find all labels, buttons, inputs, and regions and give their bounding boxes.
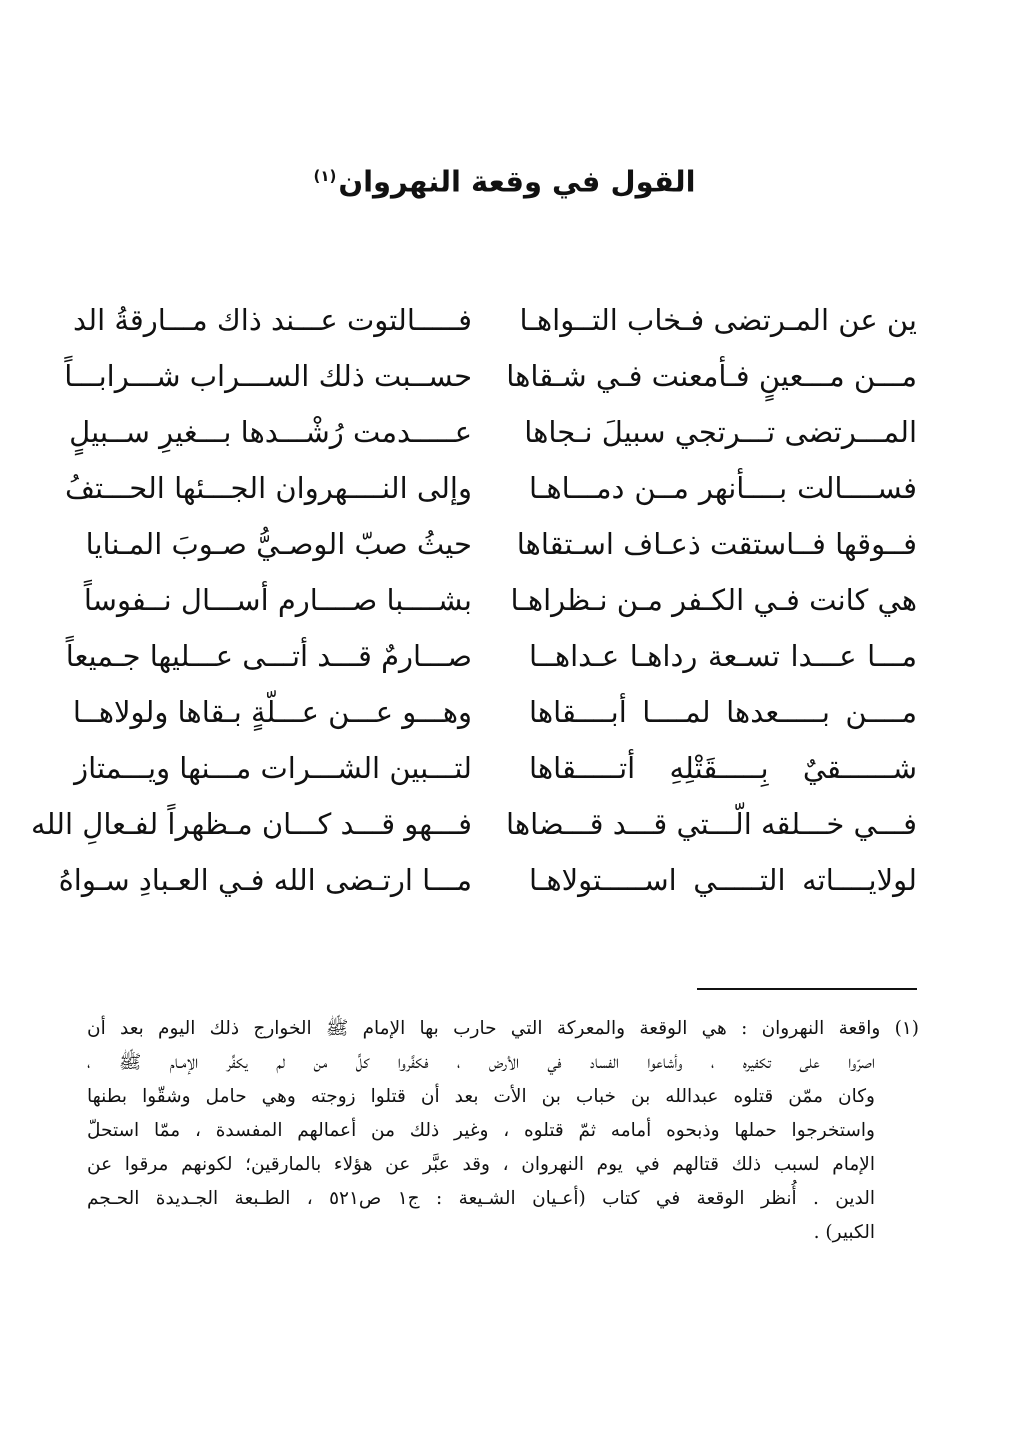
verse-second-hemistich: المـــرتضى تـــرتجي سبيلَ نـجاها bbox=[524, 415, 917, 449]
verse-first-hemistich: فـــــالتوت عـــند ذاك مـــارقةُ الد bbox=[73, 303, 472, 337]
verse-first-hemistich: حســبت ذلك الســـراب شـــرابـــاً bbox=[64, 359, 472, 393]
verse bbox=[0, 852, 1009, 908]
verse bbox=[0, 684, 1009, 740]
verse-second-hemistich: مـــن مـــعينٍ فـأمعنت فـي شـقاها bbox=[506, 359, 917, 393]
verse-second-hemistich: فـــي خـــلقه الّـــتي قـــد قـــضاها bbox=[506, 807, 917, 841]
verse bbox=[0, 516, 1009, 572]
footnote-line: اصرّوا على تكفيره ، وأشاعوا الفساد في الأرض ، فكفَّروا كلَّ من لم يكفِّر الإمـام ﷺ ، bbox=[87, 1052, 875, 1073]
verse-first-hemistich: حيثُ صبّ الوصـيُّ صـوبَ المـنايا bbox=[85, 527, 472, 561]
verse bbox=[0, 628, 1009, 684]
footnote-line: واستخرجوا حملها وذبحوه أمامه ثمّ قتلوه ، وغير ذلك من أعمالهم المفسدة ، ممّا استحلّ bbox=[87, 1120, 875, 1141]
verse bbox=[0, 460, 1009, 516]
poem-title-text: القول في وقعة النهروان bbox=[338, 165, 696, 200]
verse-second-hemistich: مـــا عـــدا تسـعة رداهـا عـداهــا bbox=[529, 639, 917, 673]
verse-second-hemistich: فســــالت بــــأنهر مــن دمـــاهـا bbox=[529, 471, 917, 505]
verse-first-hemistich: وهـــو عـــن عـــلّةٍ بـقاها ولولاهــا bbox=[72, 695, 472, 729]
footnote-line: الكبير) . bbox=[813, 1222, 875, 1243]
footnote bbox=[87, 1012, 919, 1250]
verse-second-hemistich: لولايــــاته التـــــي اســـــتولاهـا bbox=[529, 863, 917, 897]
footnote-line: الإمام لسبب ذلك قتالهم في يوم النهروان ، وقد عبَّر عن هؤلاء بالمارقين؛ لكونهم مرقوا عن bbox=[87, 1154, 875, 1175]
footnote-line: الدين . أُنظر الوقعة في كتاب (أعـيان الشـيعة : ج١ ص٥٢١ ، الطـبعة الجـديدة الحـجم bbox=[87, 1188, 876, 1209]
verse bbox=[0, 404, 1009, 460]
verse bbox=[0, 572, 1009, 628]
footnote-line: (١) واقعة النهروان : هي الوقعة والمعركة التي حارب بها الإمام ﷺ الخوارج ذلك اليوم بعد أن bbox=[87, 1018, 919, 1039]
verse-first-hemistich: صـــارمٌ قـــد أتـــى عـــليها جـميعاً bbox=[65, 639, 472, 673]
verse-first-hemistich: فـــهو قـــد كـــان مـظهراً لفـعالِ الله bbox=[31, 807, 472, 841]
verse-first-hemistich: بشــــبا صــــارم أســـال نــفوساً bbox=[83, 583, 472, 617]
verse-first-hemistich: عـــــدمت رُشْـــدها بـــغيرِ ســبيلٍ bbox=[69, 415, 472, 449]
footnote-marker: (١) bbox=[313, 167, 337, 186]
verse bbox=[0, 740, 1009, 796]
verse bbox=[0, 292, 1009, 348]
verse bbox=[0, 796, 1009, 852]
verse bbox=[0, 348, 1009, 404]
verse-second-hemistich: ين عن المـرتضى فـخاب التــواهـا bbox=[519, 303, 917, 337]
verse-second-hemistich: فــوقها فــاستقت ذعـاف اسـتقاها bbox=[516, 527, 917, 561]
verse-first-hemistich: لتـــبين الشـــرات مـــنها ويـــمتاز bbox=[74, 751, 472, 785]
verse-second-hemistich: شــــــقيٌ بِـــــقَتْلِهِ أتـــــقاها bbox=[529, 751, 917, 785]
verse-second-hemistich: هي كانت فـي الكـفر مـن نـظراهـا bbox=[510, 583, 917, 617]
verse-second-hemistich: مــــن بـــــعدها لمــــا أبــــقاها bbox=[529, 695, 917, 729]
footnote-divider bbox=[697, 988, 917, 990]
verse-first-hemistich: مـــا ارتـضى الله فـي العـبادِ سـواهُ bbox=[58, 863, 472, 897]
poem-title bbox=[0, 154, 1009, 204]
footnote-line: وكان ممّن قتلوه عبدالله بن خباب بن الأت بعد أن قتلوا زوجته وهي حامل وشقّوا بطنها bbox=[87, 1086, 875, 1107]
verse-first-hemistich: وإلى النــــهروان الجـــئها الحـــتفُ bbox=[64, 471, 472, 505]
poem-body bbox=[0, 292, 1009, 932]
